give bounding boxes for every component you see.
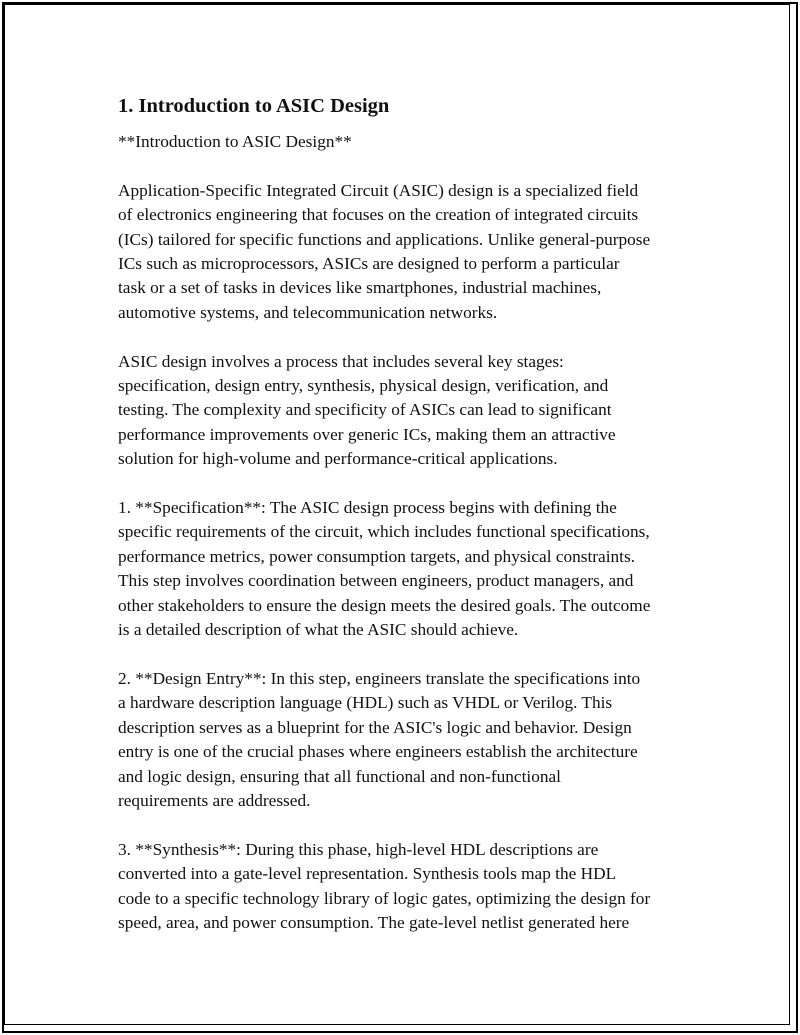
- process-paragraph: ASIC design involves a process that includes several key stages: specification, design entry, synthesis, physical design, verification, and testing. The complexity and specificity of ASICs can lead to significant performance improvements over generic ICs, making them an attractive solution for high-volume and performance-critical applications.: [118, 351, 616, 469]
- specification-paragraph: 1. **Specification**: The ASIC design process begins with defining the specific requirements of the circuit, which includes functional specifications, performance metrics, power consumption targets, and physical constraints. This step involves coordination between engineers, product managers, and other stakeholders to ensure the design meets the desired goals. The outcome is a detailed description of what the ASIC should achieve.: [118, 498, 651, 640]
- subtitle-paragraph: **Introduction to ASIC Design**: [118, 132, 352, 151]
- document-body: [118, 93, 698, 960]
- design-entry-paragraph: 2. **Design Entry**: In this step, engineers translate the specifications into a hardware description language (HDL) such as VHDL or Verilog. This description serves as a blueprint for the ASIC's logic and behavior. Design entry is one of the crucial phases where engineers establish the architecture and logic design, ensuring that all functional and non-functional requirements are addressed.: [118, 668, 641, 810]
- intro-paragraph: Application-Specific Integrated Circuit (ASIC) design is a specialized field of electronics engineering that focuses on the creation of integrated circuits (ICs) tailored for specific functions and applications. Unlike general-purpose ICs such as microprocessors, ASICs are designed to perform a particular task or a set of tasks in devices like smartphones, industrial machines, automotive systems, and telecommunication networks.: [118, 180, 651, 322]
- synthesis-paragraph: 3. **Synthesis**: During this phase, high-level HDL descriptions are converted into a gate-level representation. Synthesis tools map the HDL code to a specific technology library of logic gates, optimizing the design for speed, area, and power consumption. The gate-level netlist generated here: [118, 839, 651, 932]
- section-heading: 1. Introduction to ASIC Design: [118, 95, 390, 117]
